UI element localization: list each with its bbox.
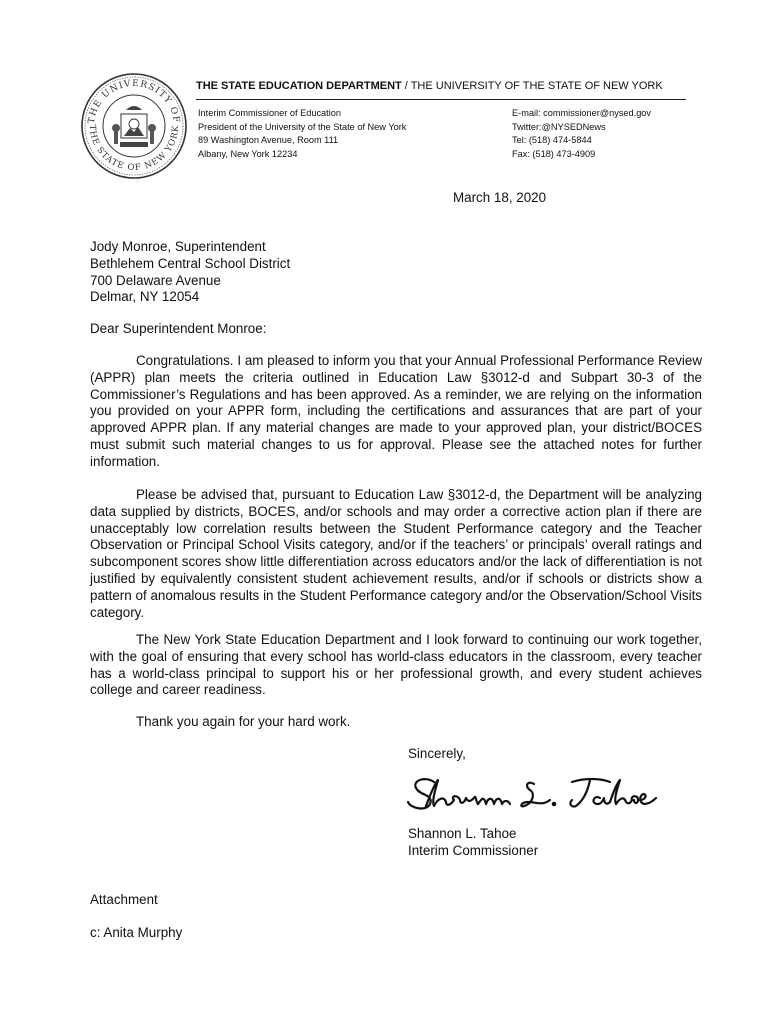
header-divider <box>196 99 686 100</box>
body-paragraph: Please be advised that, pursuant to Education Law §3012-d, the Department will be analyzing data supplied by districts, BOCES, and/or schools and may order a corrective action plan if there are unacceptably low correlation results between the Student Performance category and the Teacher Observation or Principal School Visits category, and/or if the teachers’ or principals’ overall ratings and subcomponent scores show little differentiation across educators and/or the lack of differentiation is not justified by equivalently consistent student achievement results, and/or if schools or districts show a pattern of anomalous results in the Student Performance category and/or the Observation/School Visits category. <box>90 487 702 620</box>
recipient-line: Delmar, NY 12054 <box>90 289 200 305</box>
handwritten-signature <box>404 770 666 818</box>
contact-phone: Tel: (518) 474-5844 <box>512 135 592 145</box>
state-seal-logo <box>80 72 188 180</box>
recipient-line: 700 Delaware Avenue <box>90 272 221 288</box>
letterhead-contact-block <box>512 107 651 161</box>
university-name: / THE UNIVERSITY OF THE STATE OF NEW YORK <box>401 80 663 92</box>
letterhead-line: President of the University of the State of New York <box>198 121 407 132</box>
carbon-copy: c: Anita Murphy <box>90 925 183 940</box>
body-paragraph: Congratulations. I am pleased to inform you that your Annual Professional Performance Review (APPR) plan meets the criteria outlined in Education Law §3012-d and Subpart 30-3 of the Commissioner’s Regulations and has been approved. As a reminder, we are relying on the information you provided on your APPR form, including the certifications and assurances that are part of your approved APPR plan. If any material changes are made to your approved plan, your district/BOCES must submit such material changes to us for approval. Please see the attached notes for further information. <box>90 353 702 469</box>
contact-fax: Fax: (518) 473-4909 <box>512 148 596 159</box>
salutation: Dear Superintendent Monroe: <box>90 321 267 336</box>
signer-title: Interim Commissioner <box>408 843 539 858</box>
recipient-line: Jody Monroe, Superintendent <box>90 239 266 254</box>
seal-bottom-text: THE STATE OF NEW YORK <box>86 124 182 174</box>
seal-top-text: THE UNIVERSITY OF <box>86 78 182 125</box>
thanks-line: Thank you again for your hard work. <box>136 714 351 729</box>
letterhead-line: Interim Commissioner of Education <box>198 108 341 118</box>
signer-name: Shannon L. Tahoe <box>408 826 517 841</box>
closing: Sincerely, <box>408 746 466 761</box>
recipient-address <box>90 239 290 306</box>
recipient-line: Bethlehem Central School District <box>90 255 291 271</box>
letterhead-line: Albany, New York 12234 <box>198 148 298 159</box>
letterhead-address-block <box>198 107 406 161</box>
contact-email: E-mail: commissioner@nysed.gov <box>512 108 652 118</box>
letterhead-line: 89 Washington Avenue, Room 111 <box>198 135 339 145</box>
body-paragraph: The New York State Education Department and I look forward to continuing our work together, with the goal of ensuring that every school has world-class educators in the classroom, every teacher has a world-class principal to support his or her professional growth, and every student achieves college and career readiness. <box>90 632 702 698</box>
attachment-note: Attachment <box>90 892 158 907</box>
letter-date: March 18, 2020 <box>453 190 547 205</box>
department-heading <box>196 80 663 92</box>
department-name: THE STATE EDUCATION DEPARTMENT <box>196 80 402 92</box>
contact-twitter: Twitter:@NYSEDNews <box>512 121 606 132</box>
